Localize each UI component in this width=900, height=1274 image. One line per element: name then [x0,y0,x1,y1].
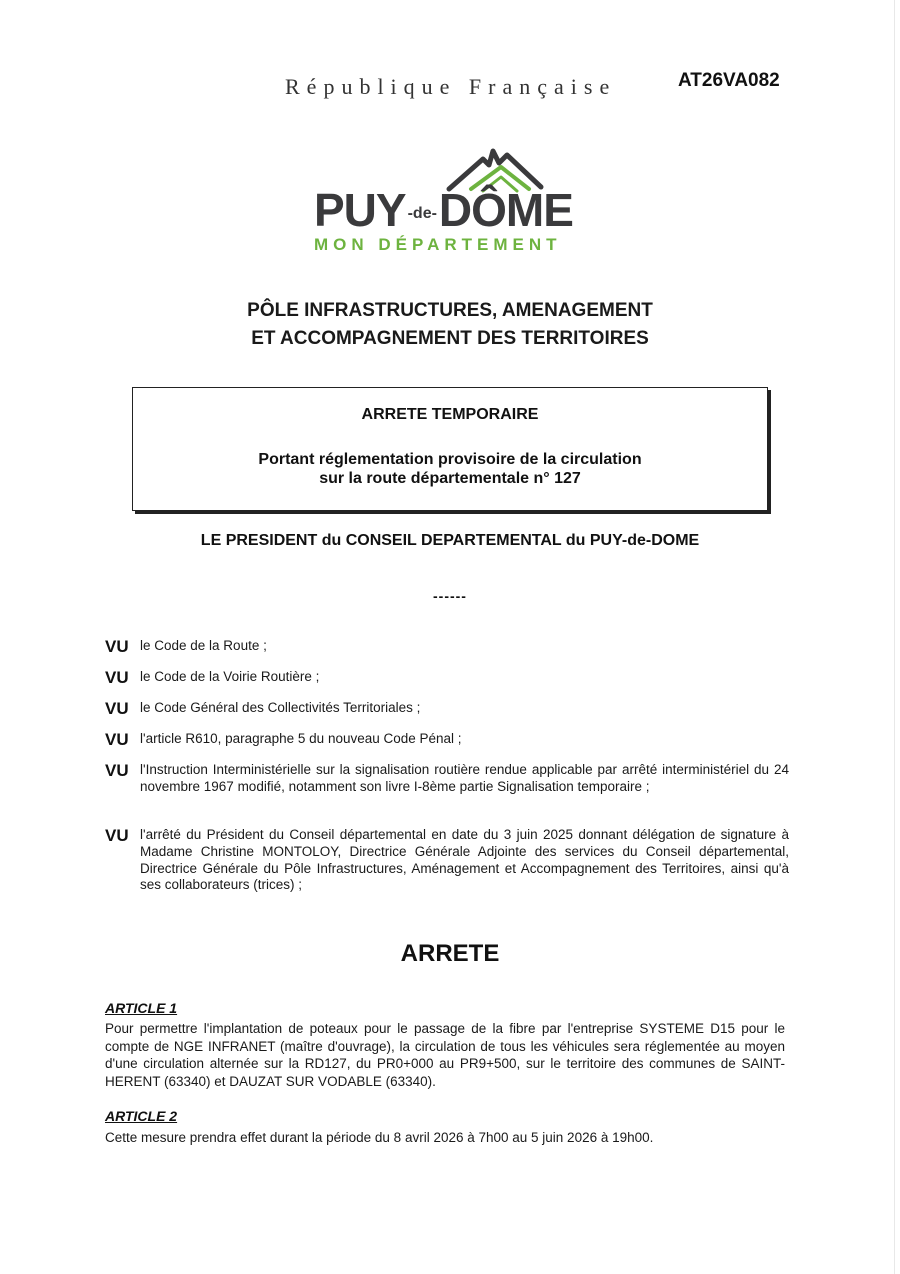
pole-heading [0,297,900,353]
visa-item [105,762,789,796]
president-heading: LE PRESIDENT du CONSEIL DEPARTEMENTAL du PUY-de-DOME [200,532,700,549]
logo-dome-text: DÔME [438,184,573,236]
visa-text: l'Instruction Interministérielle sur la signalisation routière rendue applicable par arrêté interministériel du 24 novembre 1967 modifié, notamment son livre I-8ème partie Signalisation temporaire ; [140,762,789,794]
visa-text: le Code de la Voirie Routière ; [140,669,320,684]
visa-key: VU [105,761,129,780]
arrete-subject-line1: Portant réglementation provisoire de la circulation [258,451,642,468]
visa-item [105,638,789,655]
arrete-heading: ARRETE [400,940,500,967]
visa-key: VU [105,730,129,749]
arrete-temporaire-title: ARRETE TEMPORAIRE [361,406,539,423]
article-2-title: ARTICLE 2 [105,1108,178,1124]
visa-text: le Code de la Route ; [140,638,267,653]
visa-key: VU [105,826,129,845]
logo-subtitle: MON DÉPARTEMENT [314,235,562,254]
visa-item [105,731,789,748]
puy-de-dome-logo [310,145,595,257]
visa-key: VU [105,637,129,656]
article-1-title: ARTICLE 1 [105,1000,178,1016]
scan-edge-line [894,0,895,1274]
pole-heading-line1: PÔLE INFRASTRUCTURES, AMENAGEMENT [247,300,653,321]
visa-key: VU [105,699,129,718]
visa-key: VU [105,668,129,687]
visa-item [105,700,789,717]
logo-puy-text: PUY [314,184,406,236]
visa-item [105,669,789,686]
visa-text: le Code Général des Collectivités Territoriales ; [140,700,421,715]
arrete-title-box [132,387,768,511]
logo-wordmark [314,185,573,239]
separator-dashes: ------ [433,588,467,604]
article-2-text: Cette mesure prendra effet durant la période du 8 avril 2026 à 7h00 au 5 juin 2026 à 19h00. [105,1130,654,1145]
visa-item [105,827,789,894]
visa-text: l'article R610, paragraphe 5 du nouveau Code Pénal ; [140,731,462,746]
visa-text: l'arrêté du Président du Conseil départemental en date du 3 juin 2025 donnant délégation de signature à Madame Christine MONTOLOY, Directrice Générale Adjointe des services du Conseil départemental, Directrice Générale du Pôle Infrastructures, Aménagement et Accompagnement des Territoires, ainsi qu'à ses collaborateurs (trices) ; [140,827,789,893]
article-1-text: Pour permettre l'implantation de poteaux pour le passage de la fibre par l'entreprise SYSTEME D15 pour le compte de NGE INFRANET (maître d'ouvrage), la circulation de tous les véhicules sera réglementée au moyen d'une circulation alternée sur la RD127, du PR0+000 au PR9+500, sur le territoire des communes de SAINT-HERENT (63340) et DAUZAT SUR VODABLE (63340). [105,1021,785,1089]
arrete-reference: AT26VA082 [678,70,780,91]
pole-heading-line2: ET ACCOMPAGNEMENT DES TERRITOIRES [251,328,649,349]
arrete-subject-line2: sur la route départementale n° 127 [319,470,581,487]
logo-de-text: -de- [407,204,437,222]
republique-francaise-heading: République Française [285,74,617,99]
arrete-subject [133,450,767,488]
